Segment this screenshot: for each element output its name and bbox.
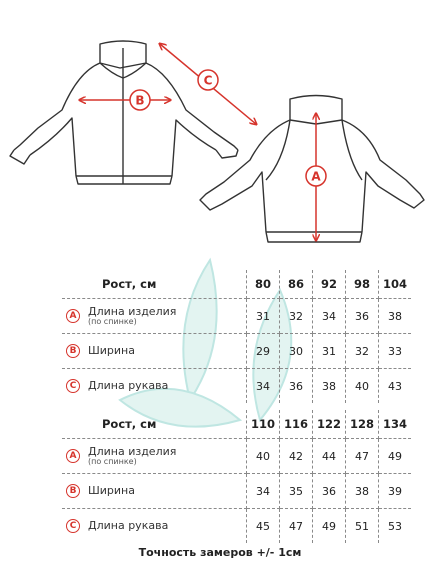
table-row: [62, 369, 411, 404]
table-header-row: [62, 410, 411, 439]
table-cell: 47: [346, 439, 379, 474]
table-cell: 43: [379, 369, 412, 404]
width-marker-b: B: [135, 93, 145, 108]
row-label: Длина изделия: [88, 304, 177, 318]
table-row: [62, 334, 411, 369]
length-marker-a: A: [311, 169, 321, 184]
table-cell: 34: [247, 369, 280, 404]
table-cell: 31: [313, 334, 346, 369]
size-header: 104: [379, 270, 412, 299]
table-cell: 40: [247, 439, 280, 474]
size-table-1: [62, 270, 411, 403]
table-cell: 44: [313, 439, 346, 474]
row-label: Длина изделия: [88, 444, 177, 458]
marker-b-badge: B: [66, 484, 80, 498]
table-cell: 42: [280, 439, 313, 474]
table-cell: 33: [379, 334, 412, 369]
size-table-2: [62, 410, 411, 543]
size-header: 110: [247, 410, 280, 439]
table-cell: 45: [247, 509, 280, 544]
marker-c-badge: C: [66, 519, 80, 533]
table-row: [62, 509, 411, 544]
table-cell: 32: [346, 334, 379, 369]
table-cell: 29: [247, 334, 280, 369]
garment-illustration: [0, 0, 440, 255]
row-label: Длина рукава: [88, 378, 169, 392]
table-cell: 39: [379, 474, 412, 509]
size-header: 92: [313, 270, 346, 299]
row-sublabel: (по спинке): [88, 456, 137, 466]
row-label: Ширина: [88, 343, 135, 357]
table-cell: 34: [313, 299, 346, 334]
height-label: Рост, см: [62, 410, 247, 439]
table-header-row: [62, 270, 411, 299]
accuracy-note: Точность замеров +/- 1см: [138, 546, 302, 559]
table-row: [62, 299, 411, 334]
table-cell: 38: [346, 474, 379, 509]
row-sublabel: (по спинке): [88, 316, 137, 326]
table-cell: 31: [247, 299, 280, 334]
size-header: 116: [280, 410, 313, 439]
table-cell: 35: [280, 474, 313, 509]
front-jacket-drawing: [10, 41, 238, 184]
row-label: Длина рукава: [88, 518, 169, 532]
table-cell: 36: [346, 299, 379, 334]
table-cell: 32: [280, 299, 313, 334]
table-cell: 38: [313, 369, 346, 404]
table-cell: 49: [379, 439, 412, 474]
table-row: [62, 439, 411, 474]
size-header: 86: [280, 270, 313, 299]
marker-c-badge: C: [66, 379, 80, 393]
size-header: 98: [346, 270, 379, 299]
size-header: 80: [247, 270, 280, 299]
table-cell: 40: [346, 369, 379, 404]
table-cell: 34: [247, 474, 280, 509]
table-cell: 47: [280, 509, 313, 544]
marker-a-badge: A: [66, 449, 80, 463]
table-cell: 49: [313, 509, 346, 544]
table-cell: 30: [280, 334, 313, 369]
table-cell: 53: [379, 509, 412, 544]
size-header: 134: [379, 410, 412, 439]
marker-a-badge: A: [66, 309, 80, 323]
marker-b-badge: B: [66, 344, 80, 358]
table-row: [62, 474, 411, 509]
size-header: 128: [346, 410, 379, 439]
table-cell: 51: [346, 509, 379, 544]
row-label: Ширина: [88, 483, 135, 497]
table-cell: 36: [280, 369, 313, 404]
height-label: Рост, см: [62, 270, 247, 299]
table-cell: 36: [313, 474, 346, 509]
sleeve-marker-c: C: [203, 73, 213, 88]
table-cell: 38: [379, 299, 412, 334]
size-header: 122: [313, 410, 346, 439]
